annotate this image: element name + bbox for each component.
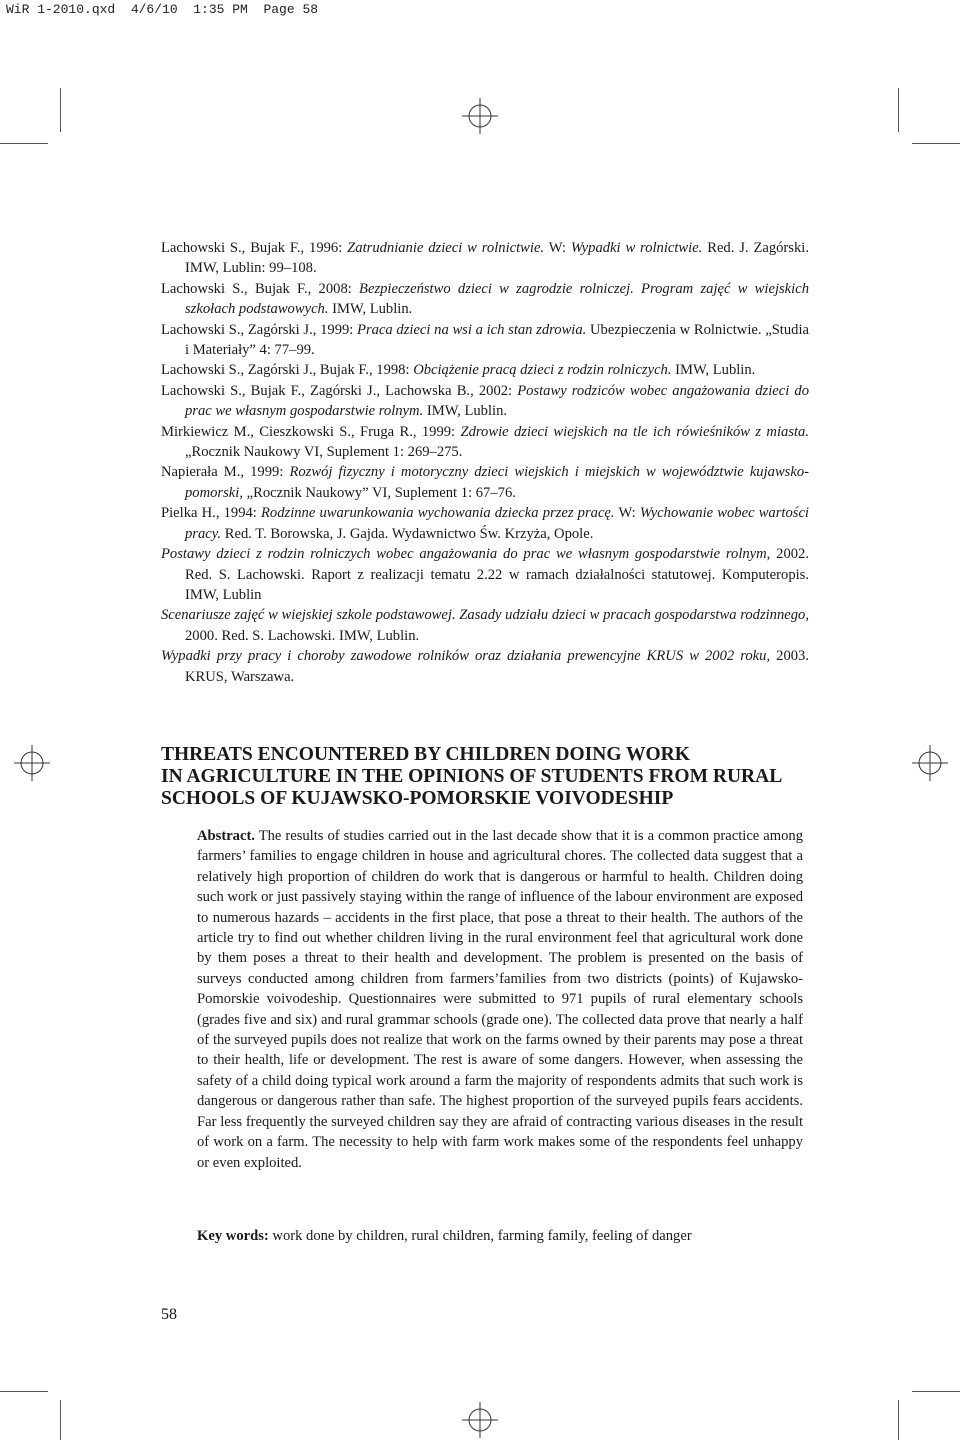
keywords-text: work done by children, rural children, farming family, feeling of danger [268,1228,692,1244]
crop-mark [60,1400,61,1440]
crop-mark [0,143,48,144]
print-slug: WiR 1-2010.qxd 4/6/10 1:35 PM Page 58 [6,2,319,17]
reference-list [161,238,809,687]
reference-italic-text: Wypadki w rolnictwie. [570,240,703,256]
reference-text: Pielka H., 1994: [161,505,262,522]
reference-text: IMW, Lublin. [328,301,413,318]
registration-mark-icon [912,745,948,781]
keywords [197,1226,803,1246]
reference-text: Mirkiewicz M., Cieszkowski S., Fruga R., 1999: [161,423,461,440]
reference-entry [161,238,809,279]
reference-italic-text: Wypadki przy pracy i choroby zawodowe rolników oraz działania prewencyjne KRUS w 2002 roku, [161,648,771,665]
registration-mark-icon [14,745,50,781]
reference-text: W: [614,505,640,522]
reference-entry [161,646,809,687]
reference-entry [161,279,809,320]
reference-text: Lachowski S., Bujak F., 2008: [161,280,360,297]
keywords-label: Key words: [197,1228,269,1244]
reference-entry [161,503,809,544]
article-title [161,744,821,810]
abstract-label: Abstract. [197,828,255,844]
reference-text: 2000. Red. S. Lachowski. IMW, Lublin. [185,627,420,644]
page-number: 58 [161,1306,177,1323]
reference-italic-text: Zdrowie dzieci wiejskich na tle ich rówieśników z miasta. [460,423,810,440]
reference-text: Lachowski S., Bujak F., Zagórski J., Lachowska B., 2002: [161,382,518,399]
reference-entry [161,320,809,361]
reference-italic-text: Bezpieczeństwo dzieci w zagrodzie rolniczej. Program zajęć w wiejskich szkołach podstawowych. [185,280,809,318]
reference-text: Lachowski S., Zagórski J., 1999: [161,321,358,338]
reference-text: „Rocznik Naukowy VI, Suplement 1: 269–275. [185,444,463,461]
abstract-text: The results of studies carried out in the last decade show that it is a common practice among farmers’ families to engage children in house and agricultural chores. The collected data suggest that a relatively high proportion of children do work that is dangerous or harmful to health. Children doing such work or just passively staying within the range of influence of the labour environment are exposed to numerous hazards – accidents in the first place, that pose a threat to their health. The authors of the article try to find out whether children living in the rural environment feel that agricultural work done by them poses a threat to their health and development. The problem is presented on the basis of surveys conducted among children from farmers’families from two districts (points) of Kujawsko-Pomorskie voivodeship. Questionnaires were submitted to 971 pupils of rural elementary schools (grades five and six) and rural grammar schools (grade one). The collected data prove that nearly a half of the surveyed pupils does not realize that work on the farms owned by their parents may pose a threat to their health, life or development. The rest is aware of some dangers. However, when assessing the safety of a child doing typical work around a farm the majority of respondents admits that such work is dangerous or dangerous rather than safe. The highest proportion of the surveyed pupils fears accidents. Far less frequently the surveyed children say they are afraid of contracting various diseases in the result of work on a farm. The necessity to help with farm work makes some of the respondents feel unhappy or even exploited. [197,828,803,1171]
reference-italic-text: Praca dzieci na wsi a ich stan zdrowia. [357,321,587,338]
reference-text: 2003. KRUS, Warszawa. [185,648,810,685]
crop-mark [912,143,960,144]
reference-italic-text: Rozwój fizyczny i motoryczny dzieci wiejskich i miejskich w województwie kujawsko-pomorski, [185,464,809,501]
reference-text: „Rocznik Naukowy” VI, Suplement 1: 67–76. [242,484,516,501]
reference-entry [161,360,809,380]
reference-italic-text: Scenariusze zajęć w wiejskiej szkole podstawowej. Zasady udziału dzieci w pracach gospodarstwa rodzinnego, [161,607,809,624]
reference-text: Ubezpieczenia w Rolnictwie. „Studia i Materiały” 4: 77–99. [185,321,809,359]
reference-italic-text: Postawy rodziców wobec angażowania dzieci do prac we własnym gospodarstwie rolnym. [185,382,810,420]
crop-mark [898,1400,899,1440]
reference-italic-text: Rodzinne uwarunkowania wychowania dziecka przez pracę. [261,505,615,522]
reference-entry [161,605,809,646]
reference-text: Red. J. Zagórski. IMW, Lublin: 99–108. [185,240,809,277]
reference-text: Lachowski S., Bujak F., 1996: [161,240,348,256]
reference-entry [161,544,809,605]
reference-italic-text: Wychowanie wobec wartości pracy. [185,505,809,542]
title-line: IN AGRICULTURE IN THE OPINIONS OF STUDENTS FROM RURAL [161,766,783,787]
reference-text: W: [544,240,571,256]
reference-entry [161,462,809,503]
title-line: THREATS ENCOUNTERED BY CHILDREN DOING WORK [161,744,690,765]
crop-mark [0,1391,48,1392]
reference-text: Red. T. Borowska, J. Gajda. Wydawnictwo Św. Krzyża, Opole. [221,525,594,542]
reference-entry [161,422,809,463]
reference-text: Lachowski S., Zagórski J., Bujak F., 1998: [161,362,414,379]
crop-mark [60,88,61,132]
reference-text: IMW, Lublin. [671,362,756,379]
reference-entry [161,381,809,422]
reference-text: 2002. Red. S. Lachowski. Raport z realizacji tematu 2.22 w ramach działalności statutowej. Komputeropis. IMW, Lublin [185,546,809,603]
reference-text: IMW, Lublin. [423,403,508,420]
reference-italic-text: Obciążenie pracą dzieci z rodzin rolniczych. [413,362,672,379]
abstract [197,826,803,1173]
crop-mark [898,88,899,132]
reference-italic-text: Zatrudnianie dzieci w rolnictwie. [347,240,545,256]
registration-mark-icon [462,1402,498,1438]
registration-mark-icon [462,98,498,134]
reference-italic-text: Postawy dzieci z rodzin rolniczych wobec angażowania do prac we własnym gospodarstwie rolnym, [161,546,771,563]
crop-mark [912,1391,960,1392]
title-line: SCHOOLS OF KUJAWSKO-POMORSKIE VOIVODESHIP [161,788,674,809]
reference-text: Napierała M., 1999: [161,464,290,481]
